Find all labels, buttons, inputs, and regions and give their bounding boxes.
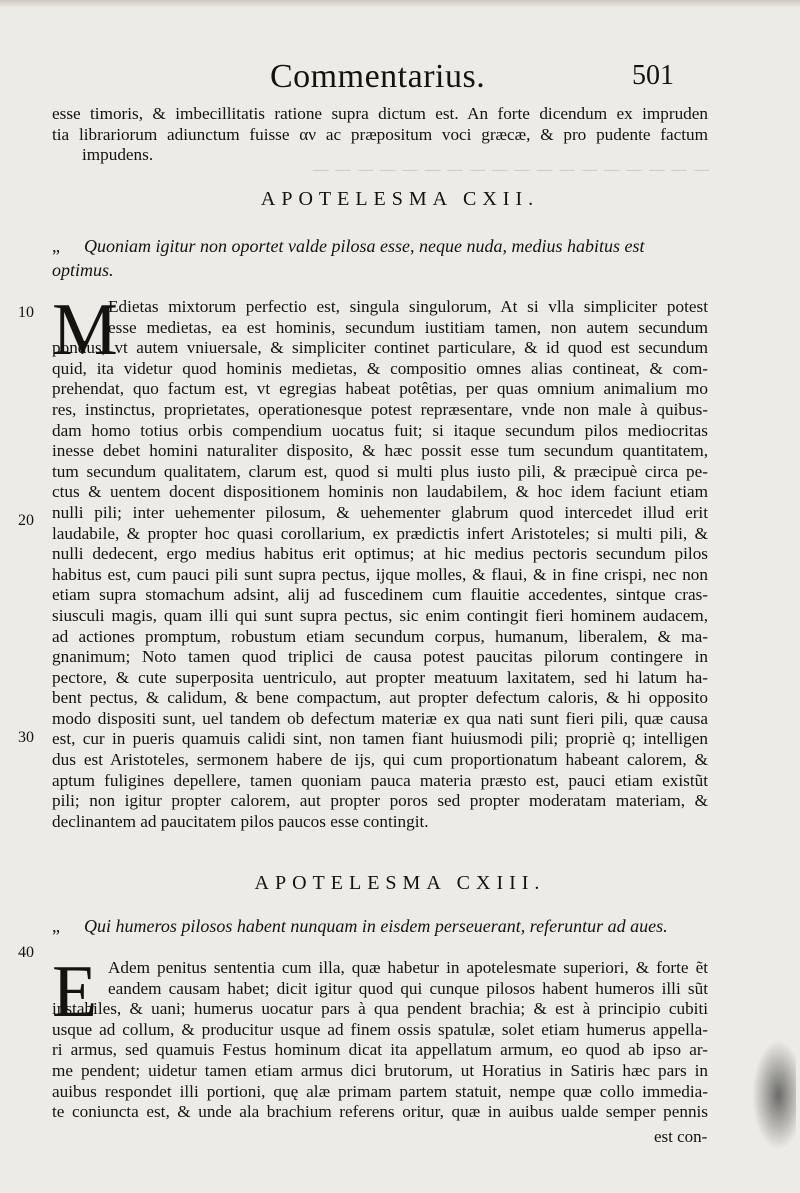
text-line: declinantem ad paucitatem pilos paucos esse contingit. [52,811,429,831]
commentary-paragraph [52,951,708,1123]
text-line: pili; non igitur propter calorem, aut propter poros sed propter moderatam materiam, & [52,791,708,811]
text-line: nulli dedecent, ergo medius habitus erit optimus; at hic medius pectoris secundum pilos [52,544,708,564]
aphorism-text: Quoniam igitur non oportet valde pilosa esse, neque nuda, medius habitus est optimus. [52,236,645,280]
aphorism [52,914,708,938]
text-line: Adem penitus sententia cum illa, quæ habetur in apotelesmate superiori, & forte ẽt [108,958,708,977]
aphorism-text: Qui humeros pilosos habent nunquam in eisdem perseuerant, referuntur ad aues. [84,916,668,936]
text-line: pectore, & cute superposita uentriculo, aut propter meatuum laxitatem, sed hi latum ha- [52,667,708,687]
text-line: res, instinctus, proprietates, operationesque potest repræsentare, vnde non male à quibus- [52,399,708,419]
page-header [0,58,800,98]
text-line: siusculi magis, quam illi qui sunt supra pectus, sic enim contingit fieri hominem audacem, [52,605,708,625]
margin-line-number: 20 [18,512,34,529]
text-line: ctus & uentem docent dispositionem hominis non laudabilem, & hoc idem faciunt etiam [52,482,708,502]
running-title: Commentarius. [270,58,486,95]
text-line: prehendat, quo factum est, vt egregias habeat potêtias, per quas omnium animalium mo [52,379,708,399]
margin-line-number: 10 [18,304,34,321]
quote-marker: „ [52,916,60,936]
text-line: pondus, vt autem vniuersale, & simpliciter continet particulare, & id quod est secundum [52,338,708,358]
show-through-text: — — — — — — — — — — — — — — — — — — [312,160,710,180]
text-line: dus est Aristoteles, sermonem habere de ijs, qui cum proportionatum habeant calorem, & [52,750,708,770]
text-line: quid, ita videtur quod hominis medietas, & compositio omnes alias contineat, & com- [52,358,708,378]
intro-paragraph [52,104,708,166]
text-line: esse timoris, & imbecillitatis ratione supra dictum est. An forte dicendum ex impruden [52,104,708,123]
text-line: est, cur in pueris quamuis calidi sint, non tamen fiant huiusmodi pili; propriè q; intelligen [52,729,708,749]
text-line: nulli pili; inter uehementer pilosum, & uehementer glabrum quod intercedet illud erit [52,502,708,522]
text-line: Edietas mixtorum perfectio est, singula singulorum, At si vlla simpliciter potest [108,297,708,316]
text-line: ri armus, sed quamuis Festus hominum dicat ita appellatum armum, eo quod ab ipso ar- [52,1040,708,1060]
text-line: usque ad collum, & producitur usque ad finem ossis spatulæ, solet etiam humerus appella- [52,1019,708,1039]
page-crease [0,0,800,8]
text-line: auibus respondet illi portioni, quę alæ primam partem statuit, nempe quæ collo immedia- [52,1081,708,1101]
section-heading: APOTELESMA CXII. [260,188,540,210]
text-line: instabiles, & uani; humerus uocatur pars à qua pendent brachia; & est à principio cubiti [52,999,708,1019]
text-line: modo dispositi sunt, uel tandem ob defectum materiæ ex qua nati sunt fieri pili, quæ causa [52,708,708,728]
text-line: gnanimum; Noto tamen quod triplici de causa potest paucitas pilorum contingere in [52,647,708,667]
text-line: tum secundum qualitatem, clarum est, quod si multi plus iusto pili, & præcipuè circa pe- [52,461,708,481]
text-line: tia librariorum adiunctum fuisse αν ac præpositum voci græcæ, & pro pudente factum [52,124,708,144]
text-line: dam homo totius orbis compendium uocatus fuit; si itaque secundum pilos mediocritas [52,420,708,440]
text-line: impudens. [82,145,154,165]
text-line: laudabile, & propter hoc quasi corollarium, ex prædictis infert Aristoteles; si multi pili, & [52,523,708,543]
text-line: ad actiones promptum, robustum etiam secundum corpus, humanum, liberalem, & ma- [52,626,708,646]
section-heading: APOTELESMA CXIII. [254,872,546,894]
text-line: inesse debet homini naturaliter disposito, & hæc possit esse tum secundum quantitatem, [52,441,708,461]
drop-capital: M [52,289,118,371]
quote-marker: „ [52,236,60,256]
page-number: 501 [632,60,674,91]
drop-capital: E [52,951,98,1033]
text-line: aptum fuligines depellere, tamen quoniam pauca materia præsto est, pauci etiam existũt [52,770,708,790]
text-line: eandem causam habet; dicit igitur quod qui cunque pilosos habent humeros illi sũt [108,978,708,998]
text-line: etiam supra stomachum adsint, alij ad fuscedinem cum flauitie accedentes, sintque cras- [52,585,708,605]
text-line: habitus est, cum pauci pili sunt supra pectus, ijque molles, & flaui, & in fine crispi, nec non [52,564,708,584]
margin-line-number: 30 [18,729,34,746]
text-line: bent pectus, & calidum, & bene compactum, aut propter defectum caloris, & hi opposito [52,688,708,708]
commentary-paragraph [52,289,708,832]
text-line: te coniuncta est, & unde ala brachium referens oritur, quæ in auibus ualde semper pennis [52,1102,708,1122]
text-line: esse medietas, ea est hominis, secundum iustitiam tamen, non autem secundum [108,317,708,337]
catchword: est con- [654,1127,708,1146]
margin-line-number: 40 [18,944,34,961]
aphorism [52,234,708,282]
ink-smudge [752,1040,796,1150]
text-line: me pendent; uidetur tamen etiam armus dici brutorum, ut Horatius in Satiris hæc pars in [52,1060,708,1080]
